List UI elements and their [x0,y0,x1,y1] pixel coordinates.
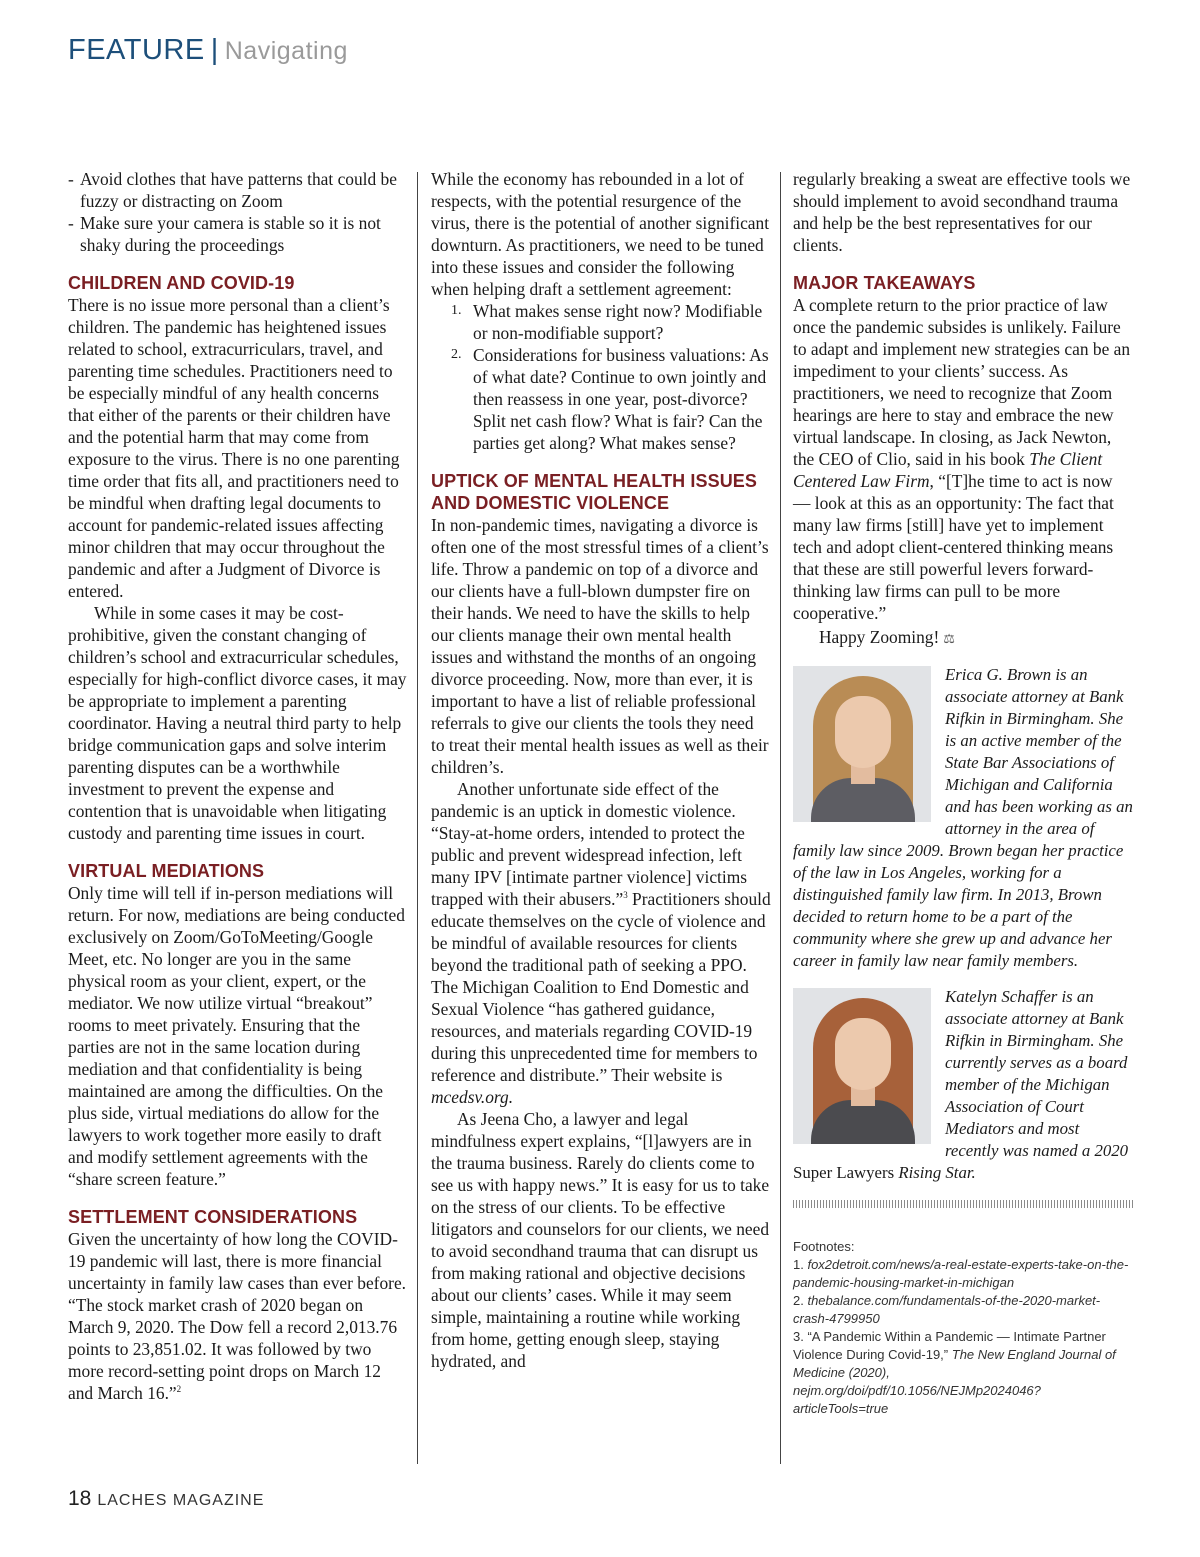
heading-children-covid: CHILDREN AND COVID-19 [68,273,295,293]
column-divider [417,172,418,1464]
footnote: 2. thebalance.com/fundamentals-of-the-2020-market-crash-4799950 [793,1293,1101,1326]
heading-settlement: SETTLEMENT CONSIDERATIONS [68,1207,358,1227]
paragraph: A complete return to the prior practice of law once the pandemic subsides is unlikely. Failure to adapt and implement new strategies can be an impediment to your clients’ success. As practitioners, we need to recognize that Zoom hearings are here to stay and embrace the new virtual landscape. In closing, as Jack Newton, the CEO of Clio, said in his book The Client Centered Law Firm, “[T]he time to act is now — look at this as an opportunity: The fact that many law firms [still] have yet to implement tech and adopt client-centered thinking means that these are still powerful levers forward-thinking law firms can pull to be more cooperative.” [793,295,1131,623]
list-item: 1. What makes sense right now? Modifiable or non-modifiable support? [451,301,763,343]
bullet-item: - Make sure your camera is stable so it is not shaky during the proceedings [68,212,408,256]
footnote-ref: 2 [176,1384,182,1395]
bullet-text: Make sure your camera is stable so it is not shaky during the proceedings [80,213,381,255]
paragraph: There is no issue more personal than a client’s children. The pandemic has heightened issues related to school, extracurriculars, travel, and parenting time schedules. Practitioners need to be especially mindful of any health concerns that either of the parents or their children have and the potential harm that may come from exposure to the virus. There is no one parenting time order that fits all, and practitioners need to be mindful when drafting legal documents to account for pandemic-related issues affecting minor children that may occur throughout the pandemic and after a Judgment of Divorce is entered. [68,295,400,601]
footnote-link[interactable]: fox2detroit.com/news/a-real-estate-experts-take-on-the-pandemic-housing-market-in-michigan [793,1257,1129,1290]
divider [793,1200,1133,1208]
page-footer [68,1487,264,1511]
footnotes [793,1238,1133,1418]
page-number: 18 [68,1487,92,1510]
magazine-name: LACHES MAGAZINE [97,1492,265,1509]
author-photo [793,666,931,822]
footnote: 3. “A Pandemic Within a Pandemic — Intimate Partner Violence During Covid-19,” The New England Journal of Medicine (2020), nejm.org/doi/pdf/10.1056/NEJMp2024046?articleTools=true [793,1329,1116,1416]
closing-line: Happy Zooming! ⚖ [819,627,955,647]
paragraph: Given the uncertainty of how long the COVID-19 pandemic will last, there is more financial uncertainty in family law cases than ever before. “The stock market crash of 2020 began on March 9, 2020. The Dow fell a record 2,013.76 points to 23,851.02. It was followed by two more record-setting point drops on March 12 and March 16.”$^2$ [68,1229,407,1403]
header-separator: | [210,34,219,66]
paragraph: While the economy has rebounded in a lot of respects, with the potential resurgence of the virus, there is the potential of another significant downturn. As practitioners, we need to be tuned into these issues and consider the following when helping draft a settlement agreement: [431,169,770,299]
footnotes-title: Footnotes: [793,1239,855,1254]
author-bio-brown: Erica G. Brown is an associate attorney at Bank Rifkin in Birmingham. She is an active member of the State Bar Associations of Michigan and California and has been working as an attorney in the area of family law since 2009. Brown began her practice of the law in Los Angeles, working for a distinguished family law firm. In 2013, Brown decided to return home to be a part of the community where she grew up and advance her career in family law near family members. [793,665,1133,970]
column-1 [68,168,408,1404]
paragraph: regularly breaking a sweat are effective tools we should implement to avoid secondhand trauma and help be the best representatives for our clients. [793,169,1131,255]
footnote: 1. fox2detroit.com/news/a-real-estate-experts-take-on-the-pandemic-housing-market-in-michigan [793,1257,1129,1290]
bullet-item: - Avoid clothes that have patterns that could be fuzzy or distracting on Zoom [68,168,408,212]
paragraph: As Jeena Cho, a lawyer and legal mindfulness expert explains, “[l]awyers are in the trauma business. Rarely do clients come to see us with happy news.” It is easy for us to take on the stress of our clients. To be effective litigators and counselors for our clients, we need to avoid secondhand trauma that can disrupt us from making rational and objective decisions about our clients’ cases. While it may seem simple, maintaining a routine while working from home, getting enough sleep, staying hydrated, and [431,1109,770,1371]
heading-virtual-mediations: VIRTUAL MEDIATIONS [68,861,265,881]
paragraph: In non-pandemic times, navigating a divorce is often one of the most stressful times of a client’s life. Throw a pandemic on top of a divorce and our clients have a full-blown dumpster fire on their hands. We need to have the skills to help our clients manage their own mental health issues and withstand the months of an ongoing divorce proceeding. Now, more than ever, it is important to have a list of reliable professional referrals to give our clients the tools they need to treat their mental health issues as well as their children’s. [431,515,769,777]
numbered-list [431,300,771,454]
paragraph: While in some cases it may be cost-prohibitive, given the constant changing of children’s school and extracurricular schedules, especially for high-conflict divorce cases, it may be appropriate to implement a parenting coordinator. Having a neutral third party to help bridge communication gaps and solve interim parenting disputes can be a worthwhile investment to prevent the expense and contention that is unavoidable when litigating custody and parenting time issues in court. [68,603,407,843]
website-link[interactable]: mcedsv.org. [431,1087,514,1107]
section-label: FEATURE [68,34,205,66]
column-divider [780,172,781,1464]
book-title: The Client Centered Law Firm [793,449,1103,491]
subsection-label: Navigating [224,37,348,65]
heading-mental-health: UPTICK OF MENTAL HEALTH ISSUES AND DOMESTIC VIOLENCE [431,471,758,513]
list-item: 2. Considerations for business valuations: As of what date? Continue to own jointly and then reassess in one year, post-divorce? Split net cash flow? What is fair? Can the parties get along? What makes sense? [451,345,769,453]
paragraph: Only time will tell if in-person mediations will return. For now, mediations are being conducted exclusively on Zoom/GoToMeeting/Google Meet, etc. No longer are you in the same physical room as your client, expert, or the mediator. We now utilize virtual “breakout” rooms to meet privately. Ensuring that the parties are not in the same location during mediation and that confidentiality is being maintained are among the difficulties. On the plus side, virtual mediations do allow for the lawyers to work together more easily to draft and modify settlement agreements with the “share screen feature.” [68,883,405,1189]
page-header [68,34,348,67]
column-2 [431,168,771,1372]
gavel-icon: ⚖ [943,631,955,646]
column-3 [793,168,1133,1418]
heading-major-takeaways: MAJOR TAKEAWAYS [793,273,976,293]
footnote-link[interactable]: The New England Journal of Medicine (2020), nejm.org/doi/pdf/10.1056/NEJMp2024046?articleTools=true [793,1347,1116,1416]
footnote-link[interactable]: thebalance.com/fundamentals-of-the-2020-market-crash-4799950 [793,1293,1101,1326]
author-bio-schaffer: Katelyn Schaffer is an associate attorney at Bank Rifkin in Birmingham. She currently serves as a board member of the Michigan Association of Court Mediators and most recently was named a 2020 Super Lawyers Rising Star. [793,987,1129,1182]
paragraph: Another unfortunate side effect of the pandemic is an uptick in domestic violence. “Stay-at-home orders, intended to protect the public and prevent widespread infection, left many IPV [intimate partner violence] victims trapped with their abusers.”$^3$ Practitioners should educate themselves on the cycle of violence and be mindful of available resources for clients beyond the traditional path of seeking a PPO. The Michigan Coalition to End Domestic and Sexual Violence “has gathered guidance, resources, and materials regarding COVID-19 during this unprecedented time for members to reference and distribute.” Their website is mcedsv.org. [431,779,771,1107]
footnote-ref: 3 [623,890,628,901]
author-photo [793,988,931,1144]
bullet-text: Avoid clothes that have patterns that could be fuzzy or distracting on Zoom [80,169,397,211]
